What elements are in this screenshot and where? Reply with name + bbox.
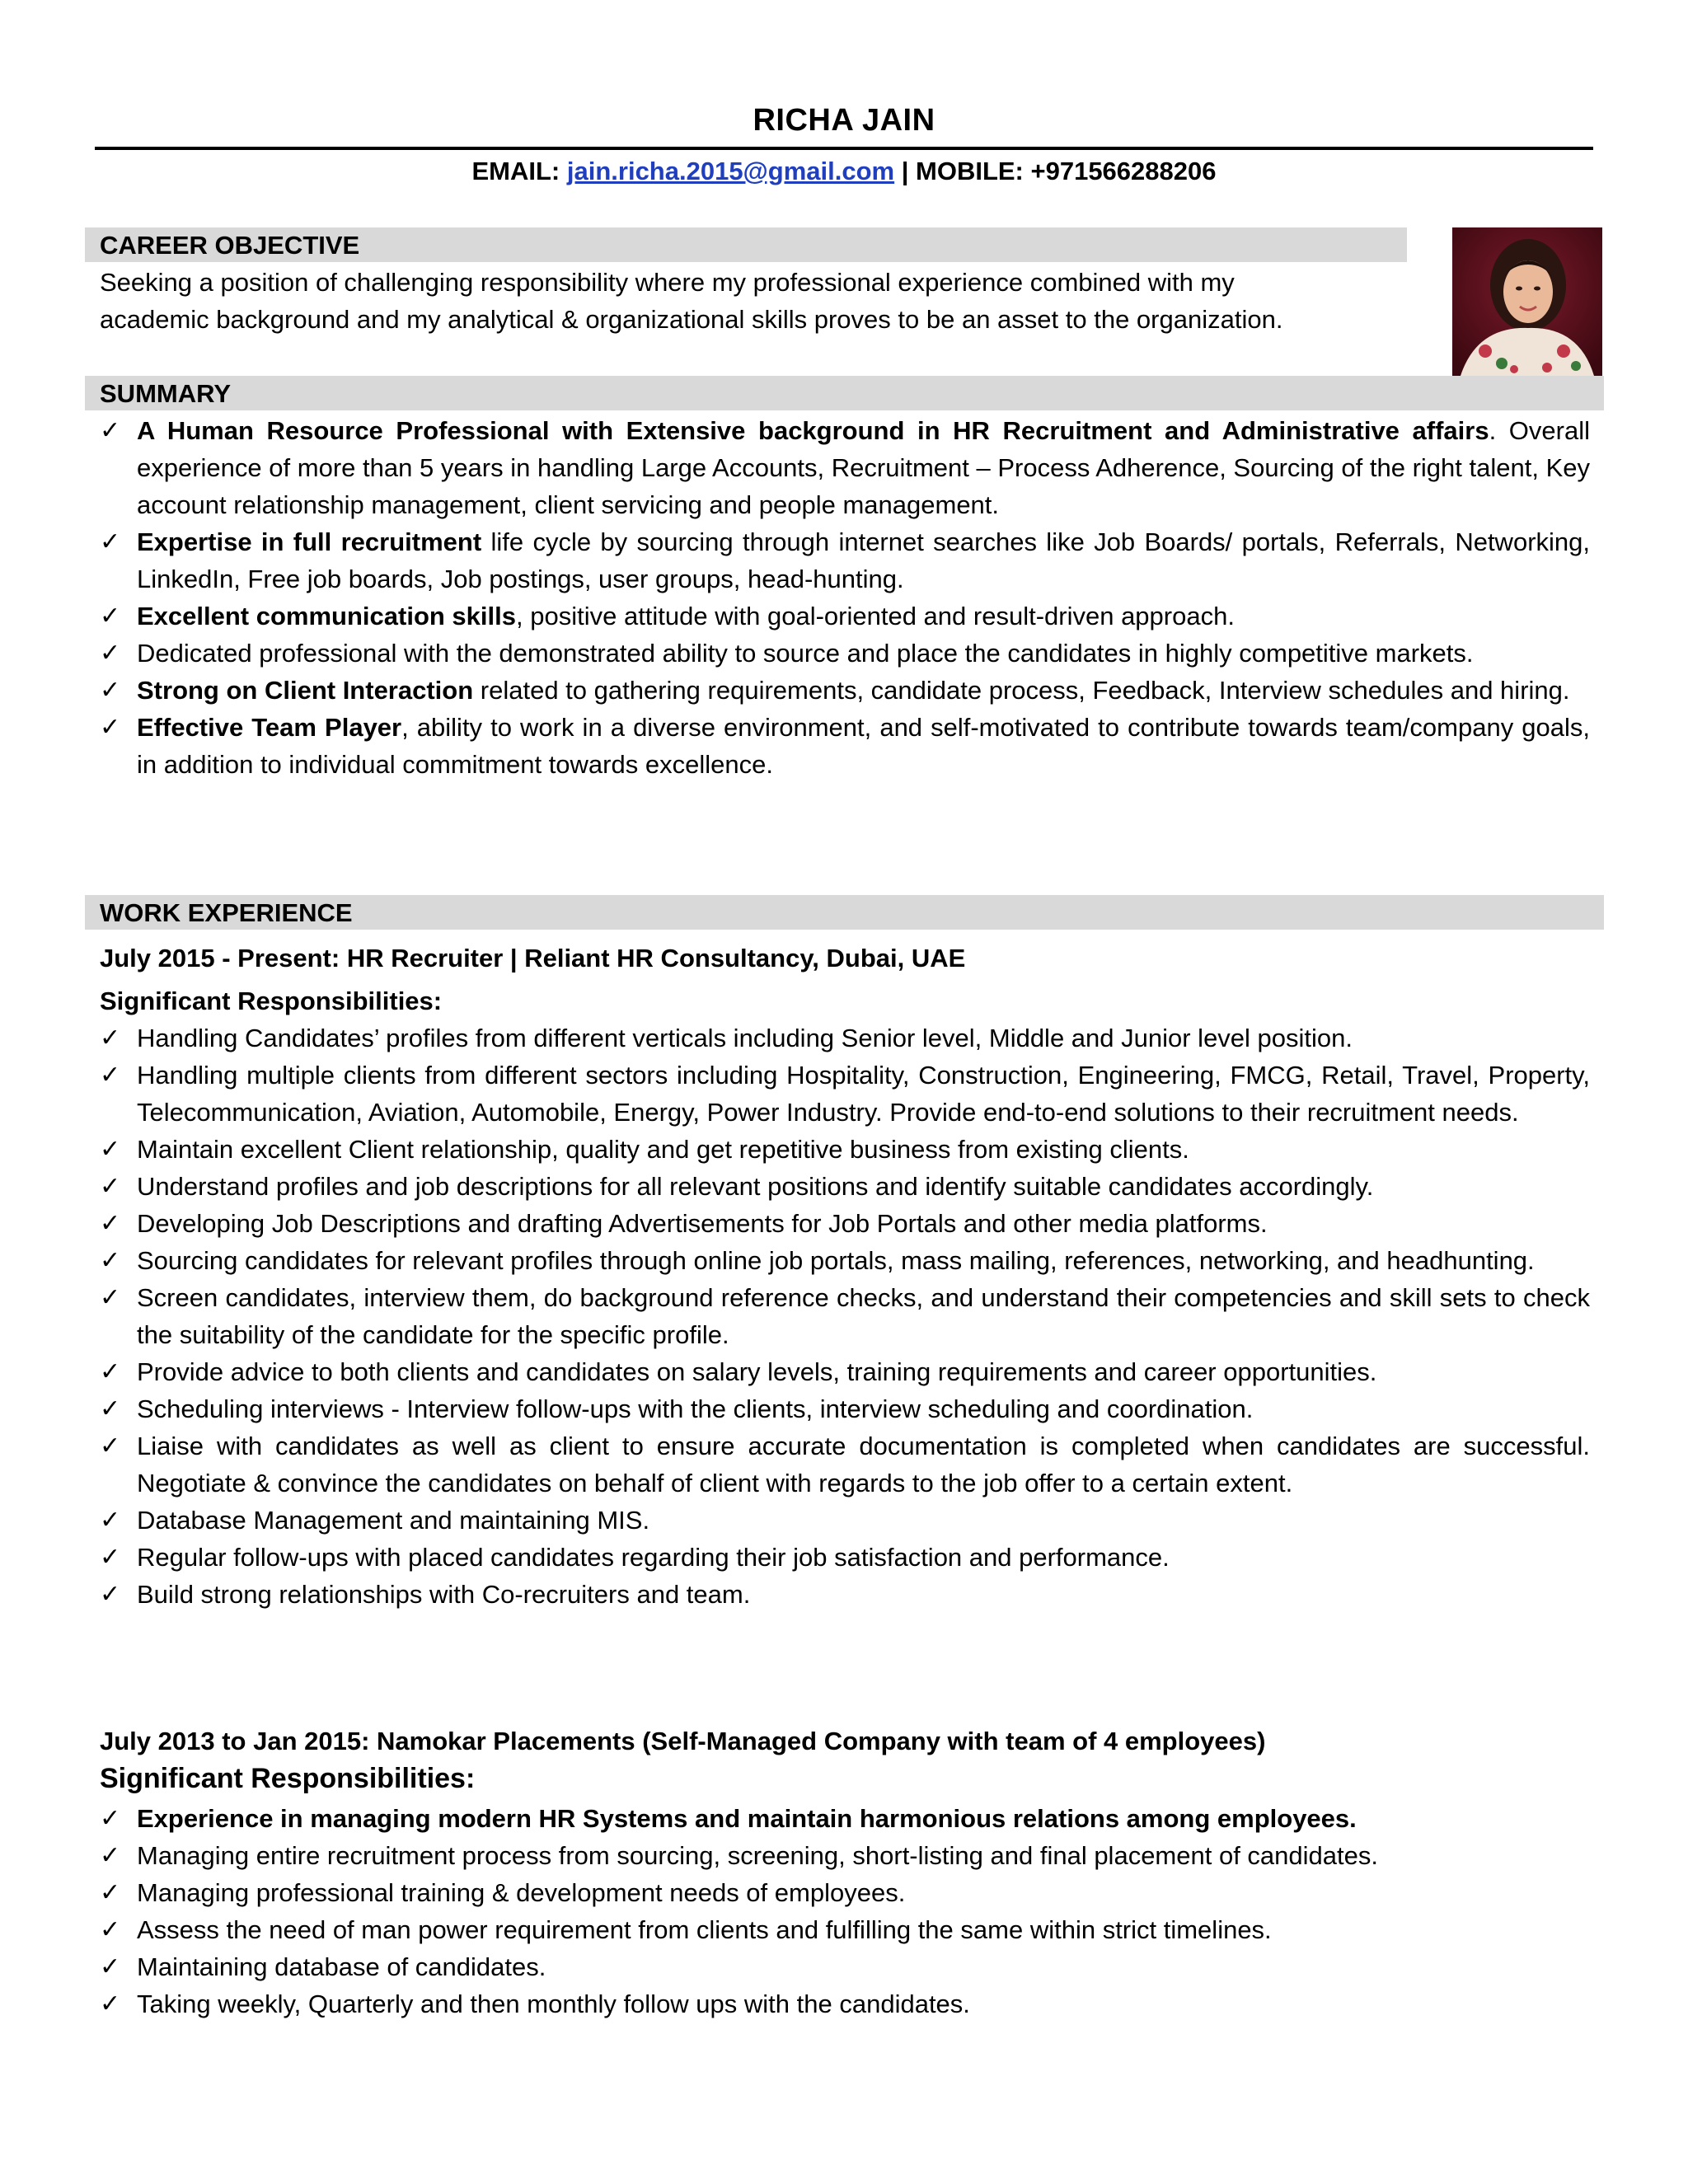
list-item: ✓ Handling Candidates’ profiles from different verticals including Senior level, Middle and Junior level position. — [100, 1019, 1590, 1057]
email-link[interactable]: jain.richa.2015@gmail.com — [566, 157, 895, 185]
email-label: EMAIL: — [471, 157, 567, 185]
job-2-responsibilities-heading: Significant Responsibilities: — [100, 1763, 476, 1794]
job-1-responsibilities-list — [100, 1019, 1590, 1613]
check-icon: ✓ — [100, 1916, 121, 1943]
profile-photo-image — [1452, 227, 1602, 376]
work-experience-heading: WORK EXPERIENCE — [85, 895, 1604, 930]
list-item: ✓ Maintaining database of candidates. — [100, 1948, 1590, 1985]
list-item: ✓ Screen candidates, interview them, do background reference checks, and understand their competencies and skill sets to check the suitability of the candidate for the specific profile. — [100, 1279, 1590, 1353]
check-icon: ✓ — [100, 602, 121, 630]
candidate-name: RICHA JAIN — [753, 103, 935, 138]
list-item: ✓ Sourcing candidates for relevant profiles through online job portals, mass mailing, references, networking, and headhunting. — [100, 1242, 1590, 1279]
check-icon: ✓ — [100, 1210, 121, 1237]
list-item: ✓ Managing entire recruitment process from sourcing, screening, short-listing and final placement of candidates. — [100, 1837, 1590, 1874]
summary-item: ✓ Excellent communication skills, positive attitude with goal-oriented and result-driven approach. — [100, 598, 1590, 635]
check-icon: ✓ — [100, 1024, 121, 1052]
check-icon: ✓ — [100, 1284, 121, 1311]
career-objective-line-1: Seeking a position of challenging responsibility where my professional experience combined with my — [100, 268, 1235, 297]
check-icon: ✓ — [100, 1990, 121, 2018]
summary-item: ✓ Expertise in full recruitment life cycle by sourcing through internet searches like Job Boards/ portals, Referrals, Networking, LinkedIn, Free job boards, Job postings, user groups, head-hunting. — [100, 523, 1590, 598]
check-icon: ✓ — [100, 1842, 121, 1869]
list-item: ✓ Build strong relationships with Co-recruiters and team. — [100, 1576, 1590, 1613]
list-item: ✓ Scheduling interviews - Interview follow-ups with the clients, interview scheduling and coordination. — [100, 1390, 1590, 1427]
job-1-responsibilities-heading: Significant Responsibilities: — [100, 987, 443, 1015]
list-item: ✓ Experience in managing modern HR Systems and maintain harmonious relations among employees. — [100, 1800, 1590, 1837]
check-icon: ✓ — [100, 1247, 121, 1274]
check-icon: ✓ — [100, 528, 121, 555]
list-item: ✓ Developing Job Descriptions and drafting Advertisements for Job Portals and other media platforms. — [100, 1205, 1590, 1242]
check-icon: ✓ — [100, 417, 121, 444]
list-item: ✓ Handling multiple clients from different sectors including Hospitality, Construction, Engineering, FMCG, Retail, Travel, Property, Telecommunication, Aviation, Automobile, Energy, Power Industry. Provide end-to-end solutions to their recruitment needs. — [100, 1057, 1590, 1131]
mobile-text: | MOBILE: +971566288206 — [894, 157, 1217, 185]
check-icon: ✓ — [100, 1507, 121, 1534]
job-2-title: July 2013 to Jan 2015: Namokar Placements (Self-Managed Company with team of 4 employees) — [100, 1727, 1266, 1755]
list-item: ✓ Provide advice to both clients and candidates on salary levels, training requirements and career opportunities. — [100, 1353, 1590, 1390]
check-icon: ✓ — [100, 1136, 121, 1163]
summary-item: ✓ A Human Resource Professional with Extensive background in HR Recruitment and Administrative affairs. Overall experience of more than 5 years in handling Large Accounts, Recruitment – Process Adherence, Sourcing of the right talent, Key account relationship management, client servicing and people management. — [100, 412, 1590, 523]
check-icon: ✓ — [100, 1358, 121, 1385]
summary-item: ✓ Dedicated professional with the demonstrated ability to source and place the candidates in highly competitive markets. — [100, 635, 1590, 672]
list-item: ✓ Database Management and maintaining MIS. — [100, 1502, 1590, 1539]
check-icon: ✓ — [100, 1581, 121, 1608]
list-item: ✓ Assess the need of man power requirement from clients and fulfilling the same within strict timelines. — [100, 1911, 1590, 1948]
list-item: ✓ Taking weekly, Quarterly and then monthly follow ups with the candidates. — [100, 1985, 1590, 2022]
check-icon: ✓ — [100, 1879, 121, 1906]
check-icon: ✓ — [100, 1544, 121, 1571]
list-item: ✓ Managing professional training & development needs of employees. — [100, 1874, 1590, 1911]
list-item: ✓ Understand profiles and job descriptions for all relevant positions and identify suitable candidates accordingly. — [100, 1168, 1590, 1205]
header-divider — [95, 147, 1593, 150]
summary-heading: SUMMARY — [85, 376, 1604, 410]
check-icon: ✓ — [100, 1062, 121, 1089]
summary-list — [100, 412, 1590, 783]
check-icon: ✓ — [100, 1805, 121, 1832]
check-icon: ✓ — [100, 1432, 121, 1460]
list-item: ✓ Maintain excellent Client relationship, quality and get repetitive business from existing clients. — [100, 1131, 1590, 1168]
check-icon: ✓ — [100, 1395, 121, 1422]
check-icon: ✓ — [100, 714, 121, 741]
list-item: ✓ Regular follow-ups with placed candidates regarding their job satisfaction and performance. — [100, 1539, 1590, 1576]
check-icon: ✓ — [100, 640, 121, 667]
profile-photo — [1452, 227, 1602, 376]
career-objective-heading: CAREER OBJECTIVE — [85, 227, 1407, 262]
check-icon: ✓ — [100, 1173, 121, 1200]
summary-item: ✓ Effective Team Player, ability to work in a diverse environment, and self-motivated to contribute towards team/company goals, in addition to individual commitment towards excellence. — [100, 709, 1590, 783]
contact-line — [0, 157, 1688, 186]
job-1-title: July 2015 - Present: HR Recruiter | Reliant HR Consultancy, Dubai, UAE — [100, 944, 966, 972]
career-objective-line-2: academic background and my analytical & organizational skills proves to be an asset to the organization. — [100, 305, 1283, 334]
summary-item: ✓ Strong on Client Interaction related to gathering requirements, candidate process, Feedback, Interview schedules and hiring. — [100, 672, 1590, 709]
check-icon: ✓ — [100, 677, 121, 704]
job-2-responsibilities-list — [100, 1800, 1590, 2022]
list-item: ✓ Liaise with candidates as well as client to ensure accurate documentation is completed when candidates are successful. Negotiate & convince the candidates on behalf of client with regards to the job offer to a certain extent. — [100, 1427, 1590, 1502]
check-icon: ✓ — [100, 1953, 121, 1980]
